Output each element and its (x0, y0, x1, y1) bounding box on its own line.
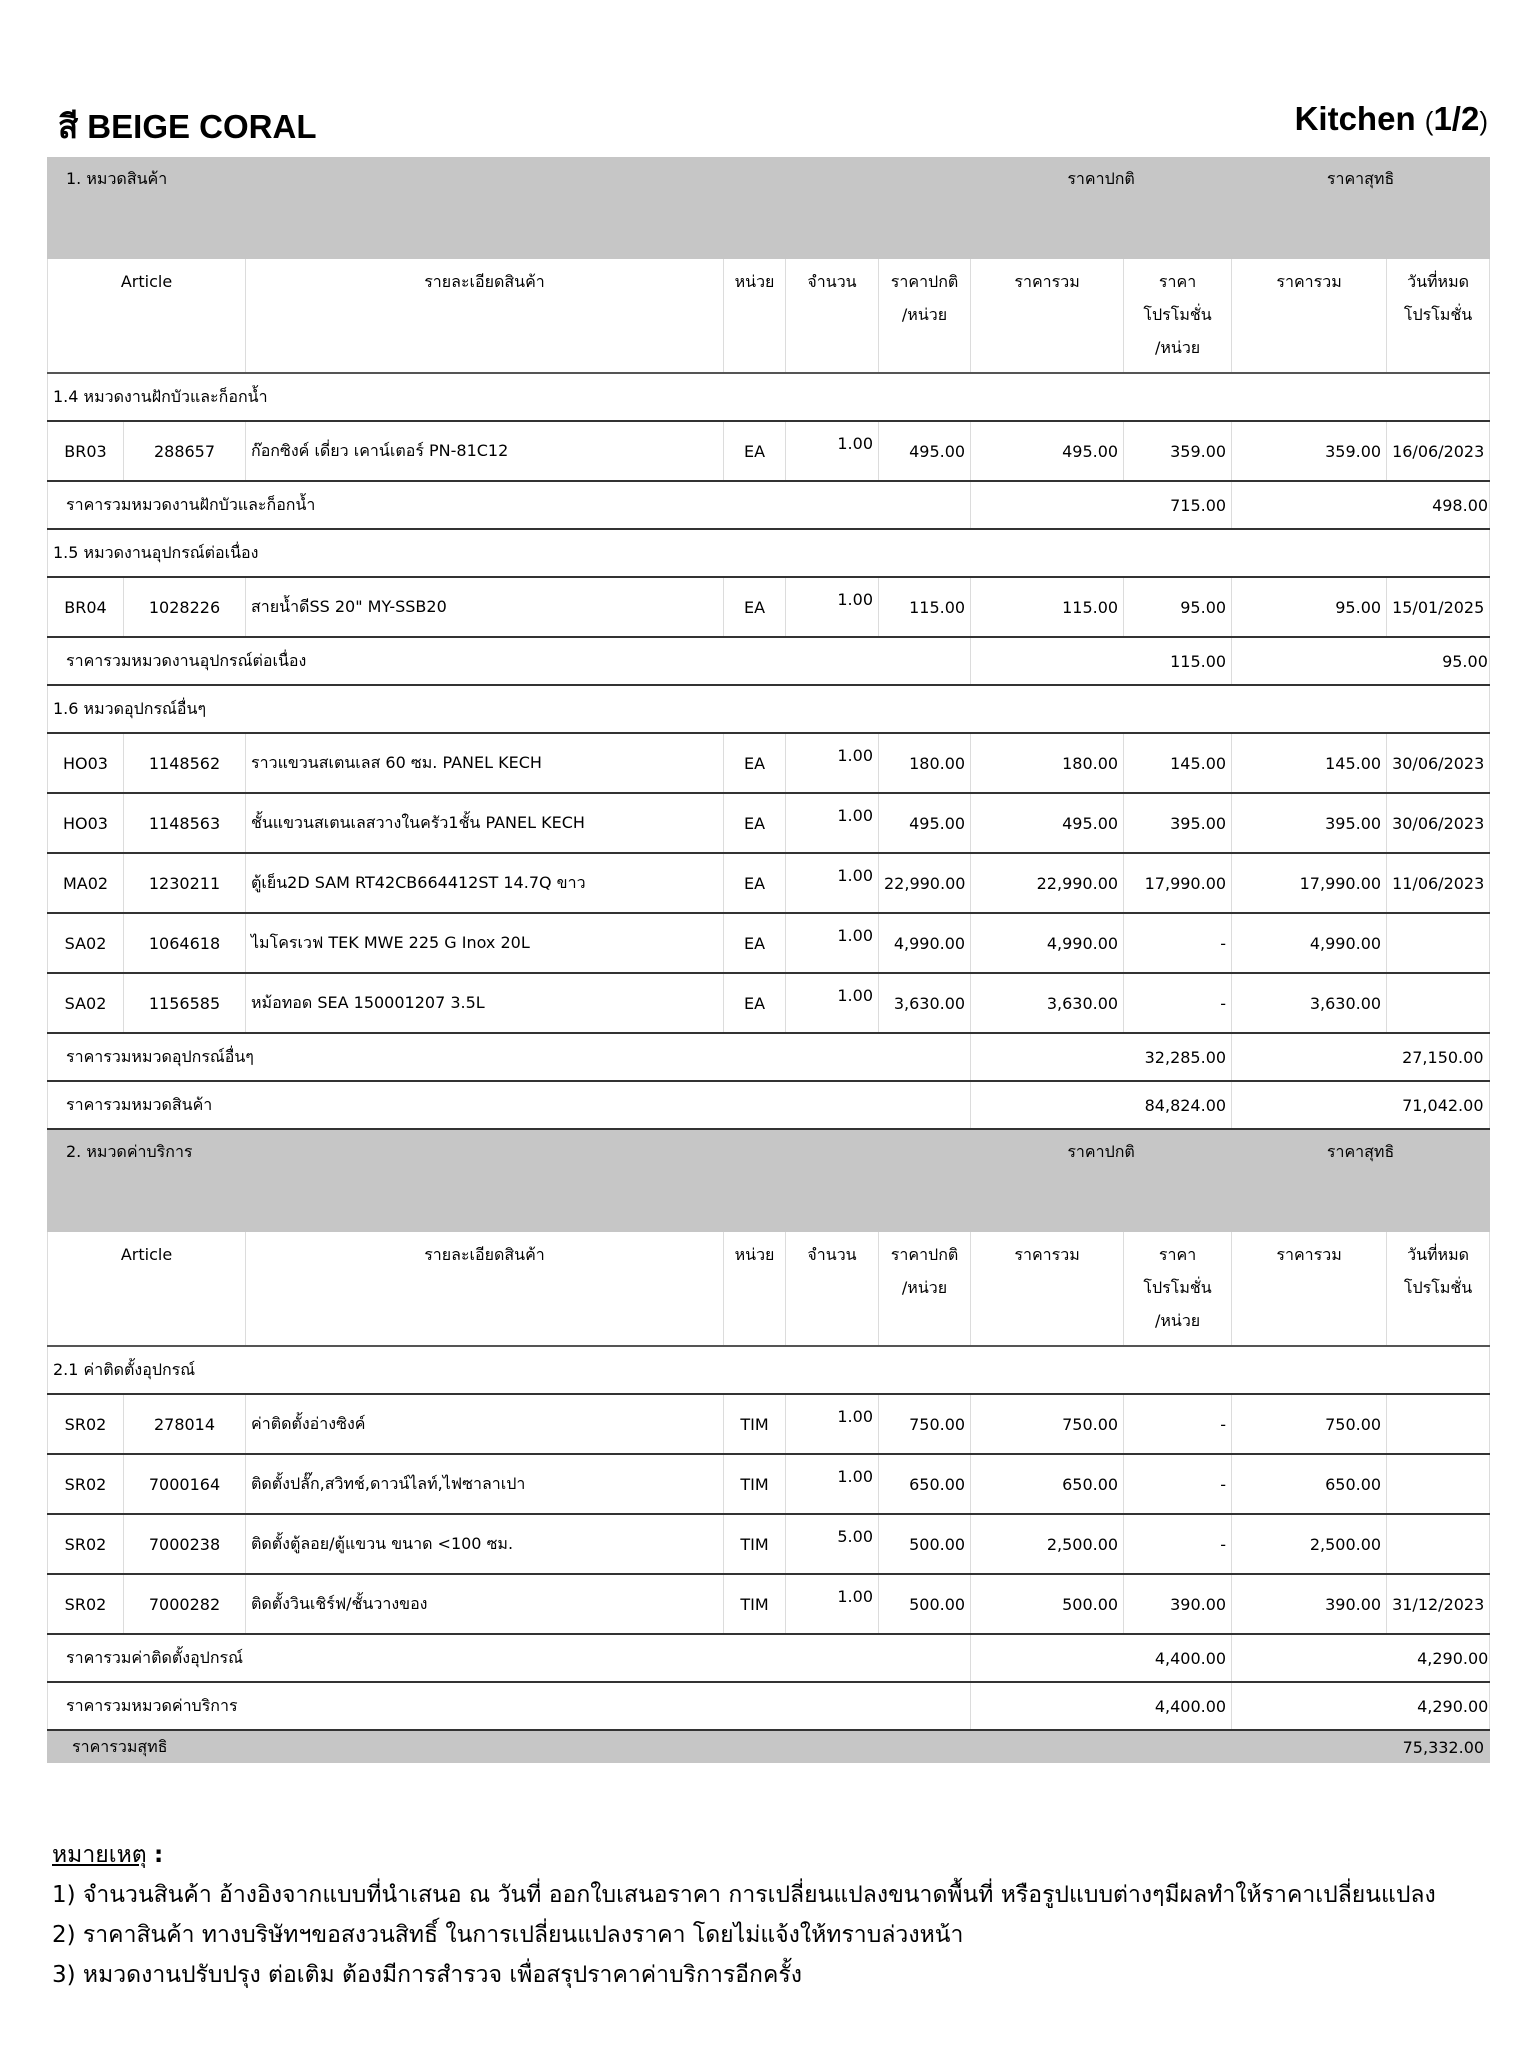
section-total-net: 4,290.00 (1232, 1682, 1490, 1730)
col-unit-price-l1: ราคาปกติ (890, 272, 959, 291)
cell-unit: EA (724, 421, 786, 481)
cell-price: 115.00 (879, 577, 971, 637)
col-end-l1: วันที่หมด (1407, 1245, 1470, 1264)
cell-unit: EA (724, 793, 786, 853)
cell-promo: - (1124, 1394, 1232, 1454)
col-promo-end (1387, 1232, 1490, 1346)
cell-total: 180.00 (971, 733, 1124, 793)
cell-desc: สายน้ำดีSS 20" MY-SSB20 (246, 577, 724, 637)
cell-price: 3,630.00 (879, 973, 971, 1033)
cell-net: 390.00 (1232, 1574, 1387, 1634)
col-end-l2: โปรโมชั่น (1403, 305, 1473, 324)
cell-qty: 1.00 (786, 1574, 879, 1634)
col-unit-price-l1: ราคาปกติ (890, 1245, 959, 1264)
column-header-row (48, 259, 1490, 373)
subtotal-net: 4,290.00 (1232, 1634, 1490, 1682)
cell-desc: ตู้เย็น2D SAM RT42CB664412ST 14.7Q ขาว (246, 853, 724, 913)
col-net-total: ราคารวม (1232, 259, 1387, 373)
cell-promo: 395.00 (1124, 793, 1232, 853)
subtotal-label: ราคารวมหมวดงานอุปกรณ์ต่อเนื่อง (48, 637, 971, 685)
cell-net: 750.00 (1232, 1394, 1387, 1454)
section-header-products (48, 157, 1490, 259)
table-row (48, 1454, 1490, 1514)
cell-promo: 390.00 (1124, 1574, 1232, 1634)
notes-block (52, 1835, 1436, 1995)
net-price-header: ราคาสุทธิ (1232, 1129, 1490, 1232)
table-row (48, 421, 1490, 481)
cell-code: MA02 (48, 853, 124, 913)
section-total: 84,824.00 (971, 1081, 1232, 1129)
cell-total: 750.00 (971, 1394, 1124, 1454)
cell-unit: TIM (724, 1574, 786, 1634)
col-promo-l1: ราคา (1158, 1245, 1197, 1264)
col-promo-end (1387, 259, 1490, 373)
subtotal-net: 27,150.00 (1232, 1033, 1490, 1081)
section-total-label: ราคารวมหมวดค่าบริการ (48, 1682, 971, 1730)
subtotal-net: 498.00 (1232, 481, 1490, 529)
cell-end: 30/06/2023 (1387, 733, 1490, 793)
subsection-title: 1.4 หมวดงานฝักบัวและก็อกน้ำ (48, 373, 1490, 421)
cell-end (1387, 913, 1490, 973)
cell-net: 395.00 (1232, 793, 1387, 853)
cell-desc: ราวแขวนสเตนเลส 60 ซม. PANEL KECH (246, 733, 724, 793)
cell-total: 495.00 (971, 793, 1124, 853)
cell-total: 650.00 (971, 1454, 1124, 1514)
cell-qty: 1.00 (786, 1394, 879, 1454)
cell-promo: - (1124, 1514, 1232, 1574)
cell-price: 180.00 (879, 733, 971, 793)
cell-article: 1156585 (124, 973, 246, 1033)
cell-desc: ชั้นแขวนสเตนเลสวางในครัว1ชั้น PANEL KECH (246, 793, 724, 853)
table-row (48, 913, 1490, 973)
cell-unit: EA (724, 733, 786, 793)
table-row (48, 1514, 1490, 1574)
cell-code: SR02 (48, 1394, 124, 1454)
cell-article: 1230211 (124, 853, 246, 913)
col-net-total: ราคารวม (1232, 1232, 1387, 1346)
page-paren-open: ( (1424, 106, 1434, 136)
cell-code: BR04 (48, 577, 124, 637)
cell-promo: 359.00 (1124, 421, 1232, 481)
cell-end: 11/06/2023 (1387, 853, 1490, 913)
cell-net: 4,990.00 (1232, 913, 1387, 973)
table-row (48, 733, 1490, 793)
cell-desc: ติดตั้งตู้ลอย/ตู้แขวน ขนาด <100 ซม. (246, 1514, 724, 1574)
column-header-row (48, 1232, 1490, 1346)
subsection-title: 2.1 ค่าติดตั้งอุปกรณ์ (48, 1346, 1490, 1394)
col-article: Article (48, 259, 246, 373)
col-promo-l2: โปรโมชั่น (1143, 305, 1212, 324)
table-row (48, 1574, 1490, 1634)
cell-article: 7000164 (124, 1454, 246, 1514)
cell-unit: EA (724, 853, 786, 913)
cell-code: SA02 (48, 973, 124, 1033)
table-row (48, 1394, 1490, 1454)
cell-article: 278014 (124, 1394, 246, 1454)
table-row (48, 973, 1490, 1033)
cell-promo: - (1124, 1454, 1232, 1514)
cell-qty: 1.00 (786, 793, 879, 853)
cell-desc: ติดตั้งปลั๊ก,สวิทช์,ดาวน์ไลท์,ไฟซาลาเปา (246, 1454, 724, 1514)
cell-article: 1064618 (124, 913, 246, 973)
section-header-services (48, 1129, 1490, 1232)
cell-net: 2,500.00 (1232, 1514, 1387, 1574)
section-total-net: 71,042.00 (1232, 1081, 1490, 1129)
room-name: Kitchen (1294, 100, 1416, 137)
cell-end: 31/12/2023 (1387, 1574, 1490, 1634)
subsection-row (48, 373, 1490, 421)
cell-qty: 5.00 (786, 1514, 879, 1574)
cell-price: 495.00 (879, 421, 971, 481)
cell-price: 22,990.00 (879, 853, 971, 913)
subsection-row (48, 529, 1490, 577)
subtotal-total: 4,400.00 (971, 1634, 1232, 1682)
cell-qty: 1.00 (786, 1454, 879, 1514)
cell-end: 15/01/2025 (1387, 577, 1490, 637)
cell-desc: ไมโครเวฟ TEK MWE 225 G Inox 20L (246, 913, 724, 973)
cell-article: 1148563 (124, 793, 246, 853)
cell-end (1387, 1514, 1490, 1574)
col-description: รายละเอียดสินค้า (246, 1232, 724, 1346)
cell-unit: EA (724, 913, 786, 973)
cell-code: HO03 (48, 793, 124, 853)
subtotal-total: 32,285.00 (971, 1033, 1232, 1081)
cell-code: SR02 (48, 1574, 124, 1634)
subtotal-total: 715.00 (971, 481, 1232, 529)
room-page-title (1295, 100, 1488, 138)
subtotal-row (48, 481, 1490, 529)
col-unit: หน่วย (724, 259, 786, 373)
table-row (48, 853, 1490, 913)
cell-qty: 1.00 (786, 853, 879, 913)
cell-qty: 1.00 (786, 973, 879, 1033)
col-total: ราคารวม (971, 259, 1124, 373)
subsection-title: 1.6 หมวดอุปกรณ์อื่นๆ (48, 685, 1490, 733)
col-article: Article (48, 1232, 246, 1346)
col-promo-price (1124, 259, 1232, 373)
cell-price: 500.00 (879, 1514, 971, 1574)
cell-net: 359.00 (1232, 421, 1387, 481)
page-paren-close: ) (1479, 106, 1488, 136)
cell-total: 495.00 (971, 421, 1124, 481)
cell-total: 3,630.00 (971, 973, 1124, 1033)
cell-qty: 1.00 (786, 421, 879, 481)
section-total-row (48, 1081, 1490, 1129)
cell-net: 95.00 (1232, 577, 1387, 637)
subtotal-label: ราคารวมค่าติดตั้งอุปกรณ์ (48, 1634, 971, 1682)
section-title: 2. หมวดค่าบริการ (48, 1129, 971, 1232)
cell-code: SR02 (48, 1514, 124, 1574)
cell-article: 7000238 (124, 1514, 246, 1574)
normal-price-header: ราคาปกติ (971, 157, 1232, 259)
cell-total: 2,500.00 (971, 1514, 1124, 1574)
cell-promo: - (1124, 973, 1232, 1033)
section-title: 1. หมวดสินค้า (48, 157, 971, 259)
cell-net: 650.00 (1232, 1454, 1387, 1514)
cell-article: 1148562 (124, 733, 246, 793)
col-promo-l1: ราคา (1158, 272, 1197, 291)
note-line: 2) ราคาสินค้า ทางบริษัทฯขอสงวนสิทธิ์ ในการเปลี่ยนแปลงราคา โดยไม่แจ้งให้ทราบล่วงหน้า (52, 1922, 964, 1948)
subtotal-row (48, 1033, 1490, 1081)
notes-title: หมายเหตุ (52, 1842, 147, 1868)
col-promo-l3: /หน่วย (1154, 338, 1201, 357)
grand-total-row (48, 1730, 1490, 1763)
cell-article: 1028226 (124, 577, 246, 637)
cell-unit: TIM (724, 1514, 786, 1574)
cell-price: 500.00 (879, 1574, 971, 1634)
document-title: สี BEIGE CORAL (58, 108, 317, 145)
subtotal-label: ราคารวมหมวดอุปกรณ์อื่นๆ (48, 1033, 971, 1081)
page-indicator: 1/2 (1433, 100, 1480, 137)
col-unit-price-l2: /หน่วย (901, 1278, 948, 1297)
cell-qty: 1.00 (786, 913, 879, 973)
cell-unit: TIM (724, 1394, 786, 1454)
cell-total: 500.00 (971, 1574, 1124, 1634)
cell-desc: ก๊อกซิงค์ เดี่ยว เคาน์เตอร์ PN-81C12 (246, 421, 724, 481)
subtotal-total: 115.00 (971, 637, 1232, 685)
cell-total: 4,990.00 (971, 913, 1124, 973)
col-promo-l3: /หน่วย (1154, 1311, 1201, 1330)
cell-desc: ค่าติดตั้งอ่างซิงค์ (246, 1394, 724, 1454)
table-row (48, 577, 1490, 637)
col-unit-price-l2: /หน่วย (901, 305, 948, 324)
cell-end (1387, 1394, 1490, 1454)
note-line: 3) หมวดงานปรับปรุง ต่อเติม ต้องมีการสำรวจ เพื่อสรุปราคาค่าบริการอีกครั้ง (52, 1962, 802, 1988)
table-row (48, 793, 1490, 853)
cell-end (1387, 1454, 1490, 1514)
notes-colon: : (154, 1842, 164, 1868)
subtotal-row (48, 637, 1490, 685)
cell-total: 115.00 (971, 577, 1124, 637)
notes-heading (52, 1835, 1436, 1875)
cell-net: 3,630.00 (1232, 973, 1387, 1033)
cell-desc: ติดตั้งวินเชิร์ฟ/ชั้นวางของ (246, 1574, 724, 1634)
cell-end: 30/06/2023 (1387, 793, 1490, 853)
cell-article: 7000282 (124, 1574, 246, 1634)
cell-end (1387, 973, 1490, 1033)
cell-promo: - (1124, 913, 1232, 973)
subtotal-net: 95.00 (1232, 637, 1490, 685)
cell-net: 17,990.00 (1232, 853, 1387, 913)
normal-price-header: ราคาปกติ (971, 1129, 1232, 1232)
cell-net: 145.00 (1232, 733, 1387, 793)
cell-qty: 1.00 (786, 733, 879, 793)
subtotal-row (48, 1634, 1490, 1682)
cell-promo: 17,990.00 (1124, 853, 1232, 913)
cell-unit: TIM (724, 1454, 786, 1514)
note-line: 1) จำนวนสินค้า อ้างอิงจากแบบที่นำเสนอ ณ วันที่ ออกใบเสนอราคา การเปลี่ยนแปลงขนาดพื้นที่ หรือรูปแบบต่างๆมีผลทำให้ราคาเปลี่ยนแปลง (52, 1882, 1436, 1908)
section-total: 4,400.00 (971, 1682, 1232, 1730)
cell-code: BR03 (48, 421, 124, 481)
section-total-label: ราคารวมหมวดสินค้า (48, 1081, 971, 1129)
col-unit-price (879, 259, 971, 373)
quotation-table (47, 157, 1490, 1763)
cell-price: 4,990.00 (879, 913, 971, 973)
cell-price: 495.00 (879, 793, 971, 853)
col-total: ราคารวม (971, 1232, 1124, 1346)
col-end-l2: โปรโมชั่น (1403, 1278, 1473, 1297)
grand-total-value: 75,332.00 (1232, 1730, 1490, 1763)
cell-promo: 95.00 (1124, 577, 1232, 637)
col-unit: หน่วย (724, 1232, 786, 1346)
cell-price: 750.00 (879, 1394, 971, 1454)
cell-unit: EA (724, 973, 786, 1033)
col-unit-price (879, 1232, 971, 1346)
subsection-row (48, 1346, 1490, 1394)
subsection-row (48, 685, 1490, 733)
col-qty: จำนวน (786, 1232, 879, 1346)
cell-code: SA02 (48, 913, 124, 973)
col-promo-price (1124, 1232, 1232, 1346)
cell-price: 650.00 (879, 1454, 971, 1514)
grand-total-label: ราคารวมสุทธิ (48, 1730, 1232, 1763)
col-end-l1: วันที่หมด (1407, 272, 1470, 291)
col-description: รายละเอียดสินค้า (246, 259, 724, 373)
cell-qty: 1.00 (786, 577, 879, 637)
section-total-row (48, 1682, 1490, 1730)
col-promo-l2: โปรโมชั่น (1143, 1278, 1212, 1297)
subtotal-label: ราคารวมหมวดงานฝักบัวและก็อกน้ำ (48, 481, 971, 529)
cell-promo: 145.00 (1124, 733, 1232, 793)
cell-unit: EA (724, 577, 786, 637)
cell-code: SR02 (48, 1454, 124, 1514)
cell-code: HO03 (48, 733, 124, 793)
cell-total: 22,990.00 (971, 853, 1124, 913)
cell-end: 16/06/2023 (1387, 421, 1490, 481)
col-qty: จำนวน (786, 259, 879, 373)
subsection-title: 1.5 หมวดงานอุปกรณ์ต่อเนื่อง (48, 529, 1490, 577)
cell-article: 288657 (124, 421, 246, 481)
net-price-header: ราคาสุทธิ (1232, 157, 1490, 259)
cell-desc: หม้อทอด SEA 150001207 3.5L (246, 973, 724, 1033)
